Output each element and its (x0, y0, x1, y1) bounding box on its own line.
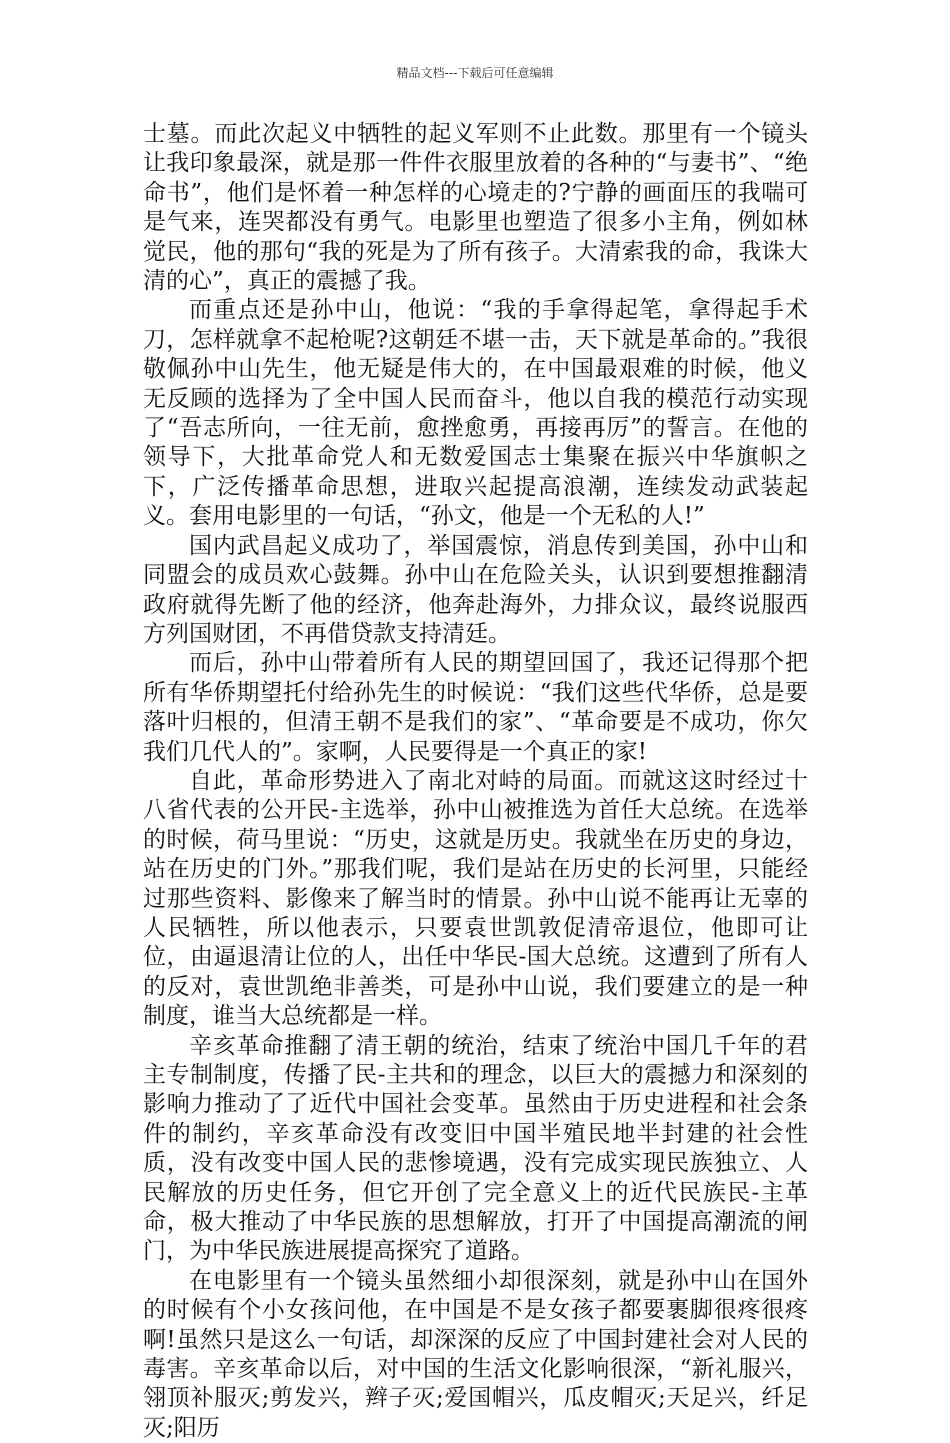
page-header: 精品文档---下载后可任意编辑 (396, 66, 554, 80)
paragraph-2: 而重点还是孙中山，他说：“我的手拿得起笔，拿得起手术刀，怎样就拿不起枪呢?这朝廷不堪一击，天下就是革命的。”我很敬佩孙中山先生，他无疑是伟大的，在中国最艰难的时候，他义无反顾的选择为了全中国人民而奋斗，他以自我的模范行动实现了“吾志所向，一往无前，愈挫愈勇，再接再厉”的誓言。在他的领导下，大批革命党人和无数爱国志士集聚在振兴中华旗帜之下，广泛传播革命思想，进取兴起提高浪潮，连续发动武装起义。套用电影里的一句话，“孙文，他是一个无私的人!” (143, 297, 808, 530)
paragraph-5: 自此，革命形势进入了南北对峙的局面。而就这这时经过十八省代表的公开民-主选举，孙中山被推选为首任大总统。在选举的时候，荷马里说：“历史，这就是历史。我就坐在历史的身边，站在历史的门外。”那我们呢，我们是站在历史的长河里，只能经过那些资料、影像来了解当时的情景。孙中山说不能再让无辜的人民牺牲，所以他表示，只要袁世凯敦促清帝退位，他即可让位，由逼退清让位的人，出任中华民-国大总统。这遭到了所有人的反对，袁世凯绝非善类，可是孙中山说，我们要建立的是一种制度，谁当大总统都是一样。 (143, 767, 808, 1030)
paragraph-7: 在电影里有一个镜头虽然细小却很深刻，就是孙中山在国外的时候有个小女孩问他，在中国是不是女孩子都要裹脚很疼很疼啊!虽然只是这么一句话，却深深的反应了中国封建社会对人民的毒害。辛亥革命以后，对中国的生活文化影响很深，“新礼服兴，翎顶补服灭;剪发兴，辫子灭;爱国帽兴，瓜皮帽灭;天足兴，纤足灭;阳历 (143, 1267, 808, 1441)
document-body (143, 120, 808, 1443)
paragraph-3: 国内武昌起义成功了，举国震惊，消息传到美国，孙中山和同盟会的成员欢心鼓舞。孙中山在危险关头，认识到要想推翻清政府就得先断了他的经济，他奔赴海外，力排众议，最终说服西方列国财团，不再借贷款支持清廷。 (143, 532, 808, 647)
paragraph-1: 士墓。而此次起义中牺牲的起义军则不止此数。那里有一个镜头让我印象最深，就是那一件件衣服里放着的各种的“与妻书”、“绝命书”，他们是怀着一种怎样的心境走的?宁静的画面压的我喘可是气来，连哭都没有勇气。电影里也塑造了很多小主角，例如林觉民，他的那句“我的死是为了所有孩子。大清索我的命，我诛大清的心”，真正的震撼了我。 (143, 121, 808, 295)
paragraph-6: 辛亥革命推翻了清王朝的统治，结束了统治中国几千年的君主专制制度，传播了民-主共和的理念，以巨大的震撼力和深刻的影响力推动了了近代中国社会变革。虽然由于历史进程和社会条件的制约，辛亥革命没有改变旧中国半殖民地半封建的社会性质，没有改变中国人民的悲惨境遇，没有完成实现民族独立、人民解放的历史任务，但它开创了完全意义上的近代民族民-主革命，极大推动了中华民族的思想解放，打开了中国提高潮流的闸门，为中华民族进展提高探究了道路。 (143, 1032, 808, 1265)
paragraph-4: 而后，孙中山带着所有人民的期望回国了，我还记得那个把所有华侨期望托付给孙先生的时候说：“我们这些代华侨，总是要落叶归根的，但清王朝不是我们的家”、“革命要是不成功，你欠我们几代人的”。家啊，人民要得是一个真正的家! (143, 650, 808, 765)
